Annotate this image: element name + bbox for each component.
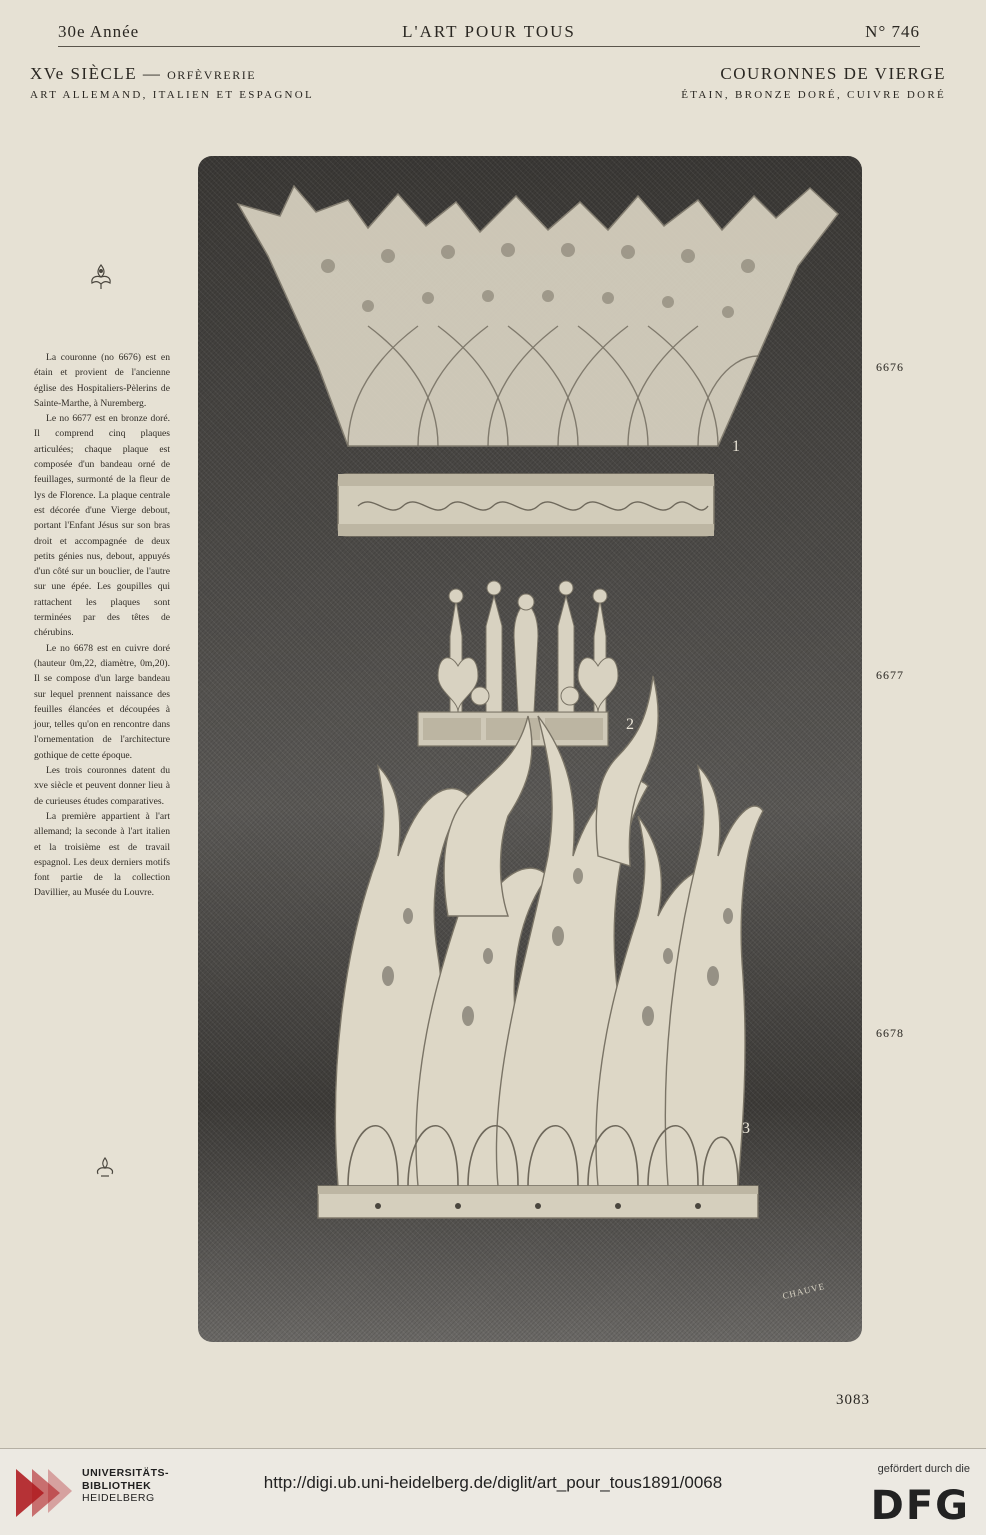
dfg-logo[interactable]: DFG bbox=[870, 1483, 970, 1529]
running-header bbox=[58, 20, 920, 47]
page-number: 3083 bbox=[836, 1392, 870, 1408]
funded-by-label: gefördert durch die bbox=[877, 1463, 970, 1475]
paragraph-provenance: La première appartient à l'art allemand; la seconde à l'art italien et la troisième est de travail espagnol. Les deux derniers motifs font partie de la collection Davillier, au Musée du Louvre. bbox=[34, 810, 170, 899]
art-origins: ART ALLEMAND, ITALIEN ET ESPAGNOL bbox=[30, 89, 315, 101]
paragraph-6678: Le no 6678 est en cuivre doré (hauteur 0m,22, diamètre, 0m,20). Il se compose d'un large bandeau sur lequel prennent naissance des feuilles élancées et découpées à jour, telles qu'on en rencontre dans l'ornementation de l'architecture gothique de cette époque. bbox=[34, 642, 170, 761]
paragraph-6676: La couronne (no 6676) est en étain et provient de l'ancienne église des Hospitaliers-Pèlerins de Sainte-Marthe, à Nuremberg. bbox=[34, 352, 170, 409]
engraving-plate bbox=[198, 156, 862, 1342]
figure-number-1: 1 bbox=[732, 438, 740, 455]
figure-label-6678: 6678 bbox=[876, 1026, 904, 1040]
figure-number-3: 3 bbox=[742, 1120, 750, 1137]
figure-label-6677: 6677 bbox=[876, 668, 904, 682]
section-heading-right bbox=[526, 64, 946, 101]
section-heading-left bbox=[30, 64, 450, 101]
permalink-url[interactable]: http://digi.ub.uni-heidelberg.de/diglit/art_pour_tous1891/0068 bbox=[263, 1473, 723, 1492]
issue-number: N° 746 bbox=[865, 22, 920, 41]
figure-label-6676: 6676 bbox=[876, 360, 904, 374]
descriptive-text bbox=[34, 350, 170, 901]
tailpiece-ornament-icon bbox=[90, 1152, 120, 1182]
paragraph-dating: Les trois couronnes datent du xve siècle et peuvent donner lieu à de curieuses études comparatives. bbox=[34, 765, 170, 807]
plate-title: COURONNES DE VIERGE bbox=[720, 64, 946, 83]
crown-6676-image bbox=[238, 186, 838, 536]
crown-6678-image bbox=[318, 676, 763, 1218]
journal-title: L'ART POUR TOUS bbox=[402, 22, 576, 41]
category-title: ORFÈVRERIE bbox=[167, 68, 257, 82]
digitization-footer bbox=[0, 1448, 986, 1535]
crown-6677-image bbox=[418, 581, 618, 746]
figure-number-2: 2 bbox=[626, 716, 634, 733]
institution-name: UNIVERSITÄTS- BIBLIOTHEK HEIDELBERG bbox=[82, 1467, 170, 1504]
paragraph-6677: Le no 6677 est en bronze doré. Il comprend cinq plaques articulées; chaque plaque est composée d'un bandeau orné de feuillages, surmonté de la fleur de lys de Florence. La plaque centrale est décorée d'une Vierge debout, portant l'Enfant Jésus sur son bras droit et accompagnée de deux petits génies nus, debout, appuyés d'un côté sur un bouclier, de l'autre sur une épée. Les goupilles qui rattachent les plaques sont terminées par des têtes de chérubins. bbox=[34, 413, 170, 639]
crowns-illustration bbox=[198, 156, 862, 1342]
materials: ÉTAIN, BRONZE DORÉ, CUIVRE DORÉ bbox=[681, 89, 946, 101]
fleuron-ornament-icon bbox=[86, 262, 116, 292]
engraver-signature: CHAUVE bbox=[781, 1280, 827, 1302]
volume-year: 30e Année bbox=[58, 22, 140, 41]
century-title: XVe SIÈCLE — bbox=[30, 64, 168, 83]
